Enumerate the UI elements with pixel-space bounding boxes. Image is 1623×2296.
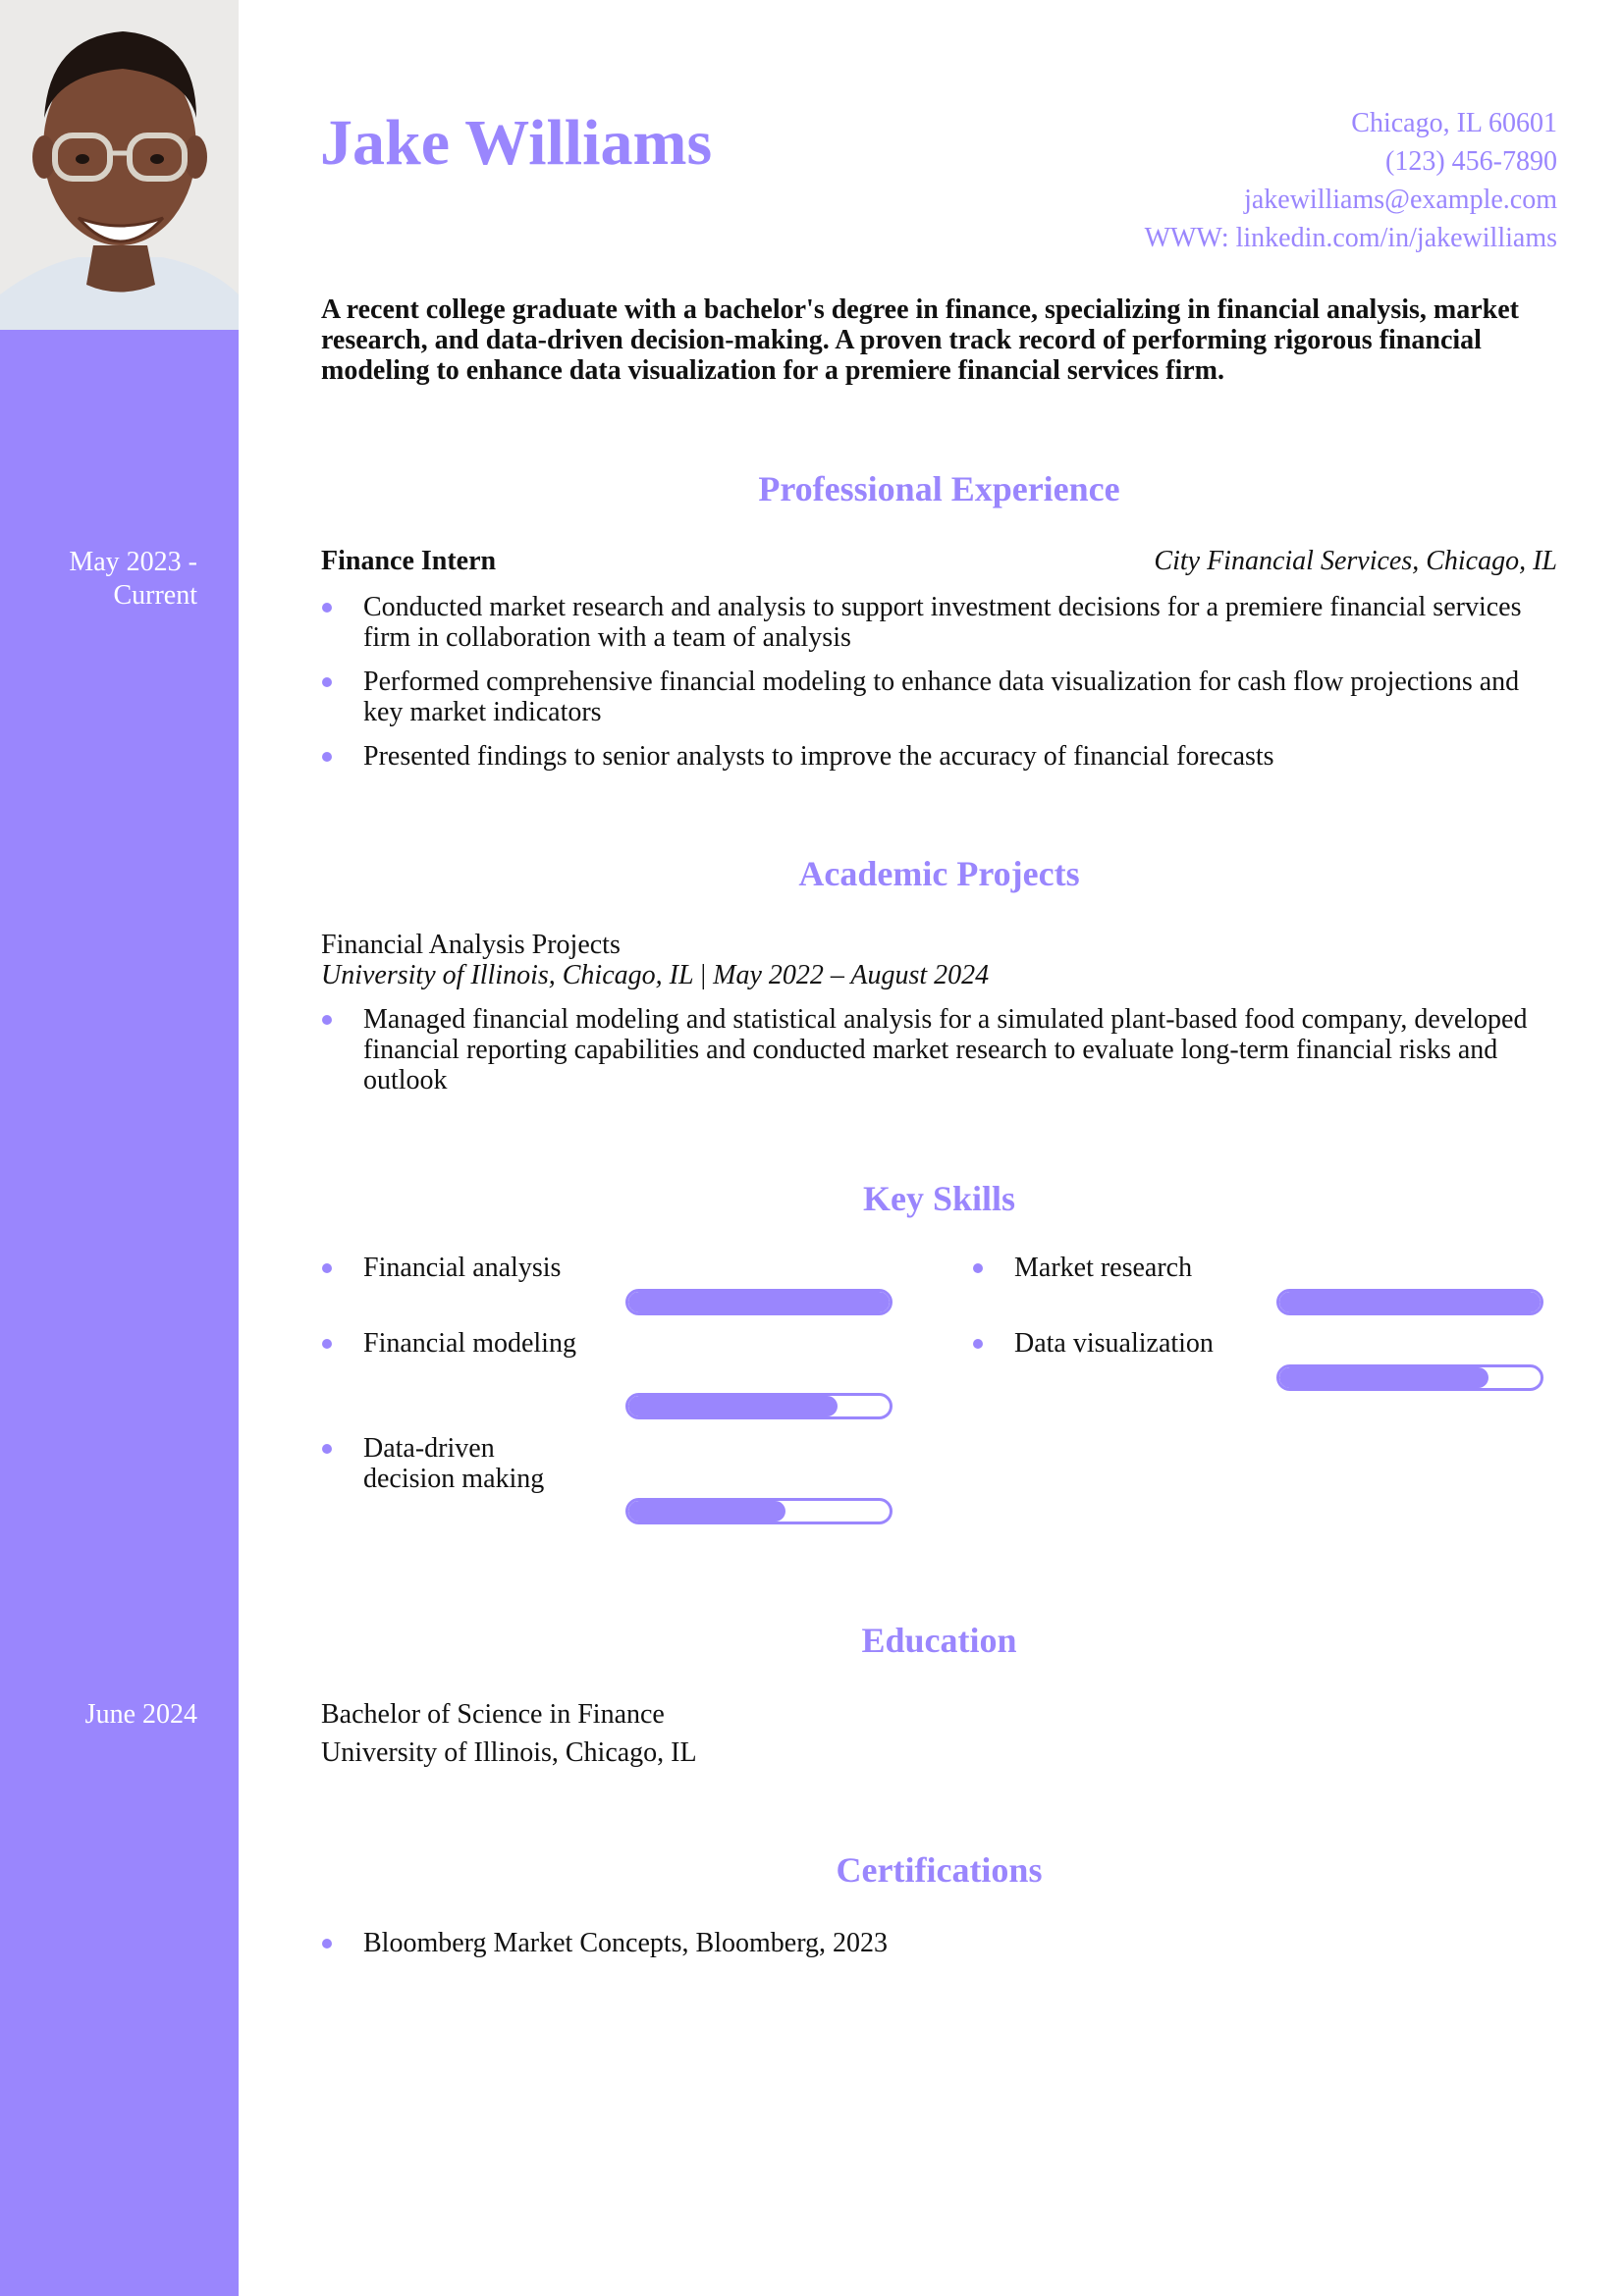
profile-photo-image <box>0 0 239 330</box>
skill-label-financial-modeling: Financial modeling <box>321 1328 589 1359</box>
skill-label-market-research: Market research <box>972 1253 1240 1283</box>
profile-photo <box>0 0 239 330</box>
project-name: Financial Analysis Projects <box>321 930 621 960</box>
experience-date <box>0 546 197 613</box>
experience-bullets <box>321 592 1558 785</box>
project-bullets <box>321 1004 1558 1109</box>
skill-bar-fill <box>628 1292 890 1312</box>
list-item: Conducted market research and analysis to support investment decisions for a premiere financial services firm in collaboration with a team of analysis <box>321 592 1558 653</box>
skill-bar-financial-analysis <box>625 1289 893 1315</box>
contact-website[interactable]: WWW: linkedin.com/in/jakewilliams <box>1144 223 1557 253</box>
list-item: Bloomberg Market Concepts, Bloomberg, 2023 <box>321 1928 1558 1958</box>
experience-date-start: May 2023 - <box>69 547 197 577</box>
list-item: Presented findings to senior analysts to improve the accuracy of financial forecasts <box>321 741 1558 772</box>
contact-address: Chicago, IL 60601 <box>1351 108 1557 138</box>
projects-heading: Academic Projects <box>798 854 1080 893</box>
project-separator: | <box>700 960 707 990</box>
experience-heading: Professional Experience <box>758 469 1120 508</box>
contact-phone[interactable]: (123) 456-7890 <box>1385 146 1557 177</box>
skill-label-data-visualization: Data visualization <box>972 1328 1240 1359</box>
skill-bar-financial-modeling <box>625 1393 893 1419</box>
education-degree: Bachelor of Science in Finance <box>321 1699 665 1730</box>
skill-bar-fill <box>1279 1292 1541 1312</box>
project-meta <box>321 960 989 990</box>
skill-bar-fill <box>1279 1367 1488 1388</box>
experience-date-end: Current <box>113 580 197 611</box>
skill-label-financial-analysis: Financial analysis <box>321 1253 589 1283</box>
experience-role: Finance Intern <box>321 546 497 576</box>
skill-label-data-driven: Data-driven decision making <box>321 1433 589 1494</box>
education-heading: Education <box>861 1621 1017 1660</box>
experience-company: City Financial Services, Chicago, IL <box>1154 546 1557 576</box>
education-school: University of Illinois, Chicago, IL <box>321 1737 697 1768</box>
candidate-name: Jake Williams <box>320 107 713 179</box>
certification-bullets <box>321 1928 1558 1972</box>
contact-email[interactable]: jakewilliams@example.com <box>1244 185 1557 215</box>
list-item: Performed comprehensive financial modeling to enhance data visualization for cash flow projections and key market indicators <box>321 667 1558 727</box>
sidebar <box>0 0 239 2296</box>
contact-info <box>1145 104 1557 257</box>
education-date: June 2024 <box>84 1699 197 1730</box>
certifications-heading: Certifications <box>836 1850 1043 1890</box>
skill-bar-data-driven <box>625 1498 893 1524</box>
skill-bar-fill <box>628 1396 838 1416</box>
project-institution: University of Illinois, Chicago, IL <box>321 960 694 990</box>
skill-bar-data-visualization <box>1276 1364 1543 1391</box>
skill-bar-market-research <box>1276 1289 1543 1315</box>
list-item: Managed financial modeling and statistical analysis for a simulated plant-based food company, developed financial reporting capabilities and conducted market research to evaluate long-term financial risks and outlook <box>321 1004 1558 1095</box>
skills-heading: Key Skills <box>862 1179 1016 1218</box>
skill-bar-fill <box>628 1501 785 1522</box>
project-dates: May 2022 – August 2024 <box>713 960 990 990</box>
summary-paragraph: A recent college graduate with a bachelor's degree in finance, specializing in financial analysis, market research, and data-driven decision-making. A proven track record of performing rigorous financial modeling to enhance data visualization for a premiere financial services firm. <box>321 294 1519 386</box>
